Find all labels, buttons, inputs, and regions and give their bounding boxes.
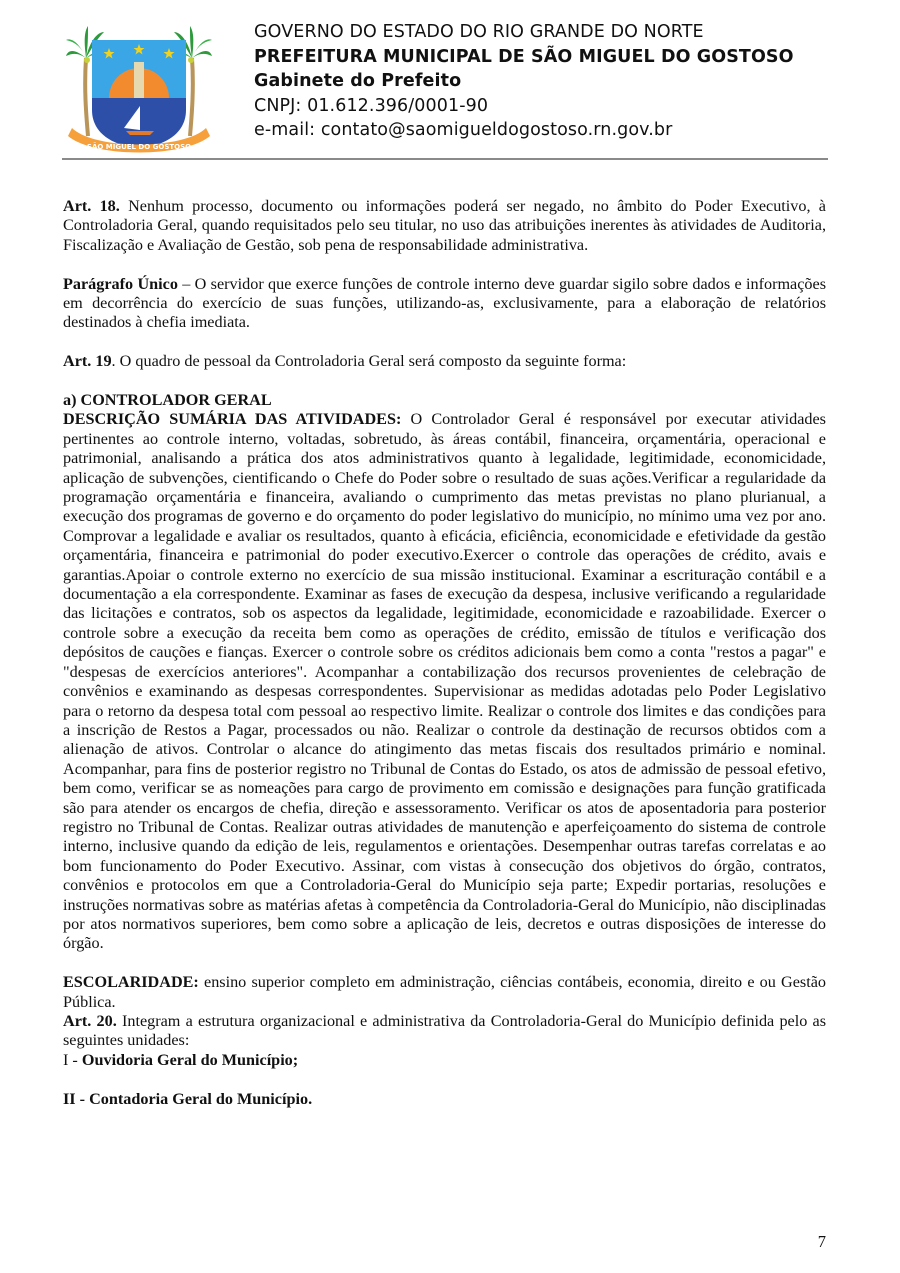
article-label: Art. 19 <box>63 352 112 371</box>
cnpj: CNPJ: 01.612.396/0001-90 <box>254 95 489 116</box>
escolaridade-label: ESCOLARIDADE: <box>63 973 199 992</box>
unit-label: Ouvidoria Geral do Município; <box>81 1050 299 1069</box>
article-label: Art. 18. <box>63 197 120 215</box>
lighthouse-icon <box>134 62 144 98</box>
article-text: Nenhum processo, documento ou informações poderá ser negado, no âmbito do Poder Executivo, à Controladoria Geral, quando requisitados pelo seu titular, no uso das atribuições inerentes às atividades de Auditoria, Fiscalização e Avaliação de Gestão, sob pena de responsabilidade administrativa. <box>63 197 826 254</box>
article-19 <box>63 352 826 371</box>
paragrafo-unico <box>63 275 826 333</box>
paragraph-text: – O servidor que exerce funções de controle interno deve guardar sigilo sobre dados e informações em decorrência do exercício de suas funções, utilizando-as, exclusivamente, para a elaboração de relatórios destinados à chefia imediata. <box>63 274 827 332</box>
article-text: . O quadro de pessoal da Controladoria Geral será composto da seguinte forma: <box>111 352 627 371</box>
article-18 <box>63 197 826 255</box>
svg-text:SÃO MIGUEL DO GOSTOSO: SÃO MIGUEL DO GOSTOSO <box>86 143 192 151</box>
description-label: DESCRIÇÃO SUMÁRIA DAS ATIVIDADES: <box>63 410 402 429</box>
section-heading-controlador: a) CONTROLADOR GERAL <box>63 391 272 410</box>
header-divider <box>62 158 828 160</box>
unit-item-2: II - Contadoria Geral do Município. <box>63 1089 313 1108</box>
description-text: O Controlador Geral é responsável por executar atividades pertinentes ao controle interno, voltadas, sobretudo, às áreas contábil, financeira, orçamentária, operacional e patrimonial, analisando a prática dos atos administrativos quanto à legalidade, legitimidade, economicidade, aplicação de subvenções, cientificando o Chefe do Poder sobre o resultado de suas ações.Verificar a regularidade da programação orçamentária e financeira, avaliando o cumprimento das metas previstas no plano plurianual, a execução dos programas de governo e do orçamento do poder legislativo do município, no mínimo uma vez por ano. Comprovar a legalidade e avaliar os resultados, quanto à eficácia, eficiência, economicidade e efetividade da gestão orçamentária, financeira e patrimonial do poder executivo.Exercer o controle das operações de crédito, avais e garantias.Apoiar o controle externo no exercício de sua missão institucional. Examinar a escrituração contábil e a documentação a ela correspondente. Examinar as fases de execução da despesa, inclusive verificando a regularidade das licitações e contratos, sob os aspectos da legalidade, legitimidade, economicidade e razoabilidade. Exercer o controle sobre a execução da receita bem como as operações de crédito, emissão de títulos e verificação dos depósitos de cauções e fianças. Exercer o controle sobre os créditos adicionais bem como a conta "restos a pagar" e "despesas de exercícios anteriores". Acompanhar a contabilização dos recursos provenientes de celebração de convênios e examinando as despesas correspondentes. Supervisionar as medidas adotadas pelo Poder Legislativo para o retorno da despesa total com pessoal ao respectivo limite. Realizar o controle dos limites e das condições para a inscrição de Restos a Pagar, processados ou não. Realizar o controle da destinação de recursos obtidos com a alienação de ativos. Controlar o alcance do atingimento das metas fiscais dos resultados primário e nominal. Acompanhar, para fins de posterior registro no Tribunal de Contas do Estado, os atos de admissão de pessoal efetivo, bem como, verificar se as nomeações para cargo de provimento em comissão e designações para função gratificada são para atender os encargos de chefia, direção e assessoramento. Verificar os atos de aposentadoria para posterior registro no Tribunal de Contas. Realizar outras atividades de manutenção e aperfeiçoamento do sistema de controle interno, inclusive quando da edição de leis, regulamentos e orientações. Desempenhar outras tarefas correlatas e ao bom funcionamento do Poder Executivo. Assinar, com vistas à consecução dos objetivos do órgão, contratos, convênios e protocolos em que a Controladoria-Geral do Município seja parte; Expedir portarias, resoluções e instruções normativas sobre as matérias afetas à competência da Controladoria-Geral do Município, não disciplinadas por atos normativos superiores, bem como sobre a aplicação de leis, decretos e outras disposições de interesse do órgão. <box>63 410 826 953</box>
letterhead-text <box>254 20 794 143</box>
article-text: Integram a estrutura organizacional e administrativa da Controladoria-Geral do Município definida pelo as seguintes unidades: <box>63 1012 826 1050</box>
unit-item-1 <box>63 1051 826 1070</box>
escolaridade <box>63 973 826 1012</box>
escolaridade-text: ensino superior completo em administração, ciências contábeis, economia, direito e ou Gestão Pública. <box>63 973 826 1011</box>
page-number: 7 <box>817 1232 826 1251</box>
article-label: Art. 20. <box>63 1012 117 1030</box>
office-name: Gabinete do Prefeito <box>254 71 462 91</box>
job-description <box>63 410 826 953</box>
document-body <box>63 197 826 1109</box>
unit-prefix: I - <box>63 1050 82 1069</box>
email: e-mail: contato@saomigueldogostoso.rn.gov.br <box>254 120 673 140</box>
article-20 <box>63 1012 826 1051</box>
municipal-coat-of-arms-logo <box>64 18 214 154</box>
state-government-line: GOVERNO DO ESTADO DO RIO GRANDE DO NORTE <box>254 22 704 42</box>
letterhead <box>62 14 828 160</box>
municipality-name: PREFEITURA MUNICIPAL DE SÃO MIGUEL DO GOSTOSO <box>254 46 794 67</box>
paragraph-label: Parágrafo Único <box>63 274 178 293</box>
